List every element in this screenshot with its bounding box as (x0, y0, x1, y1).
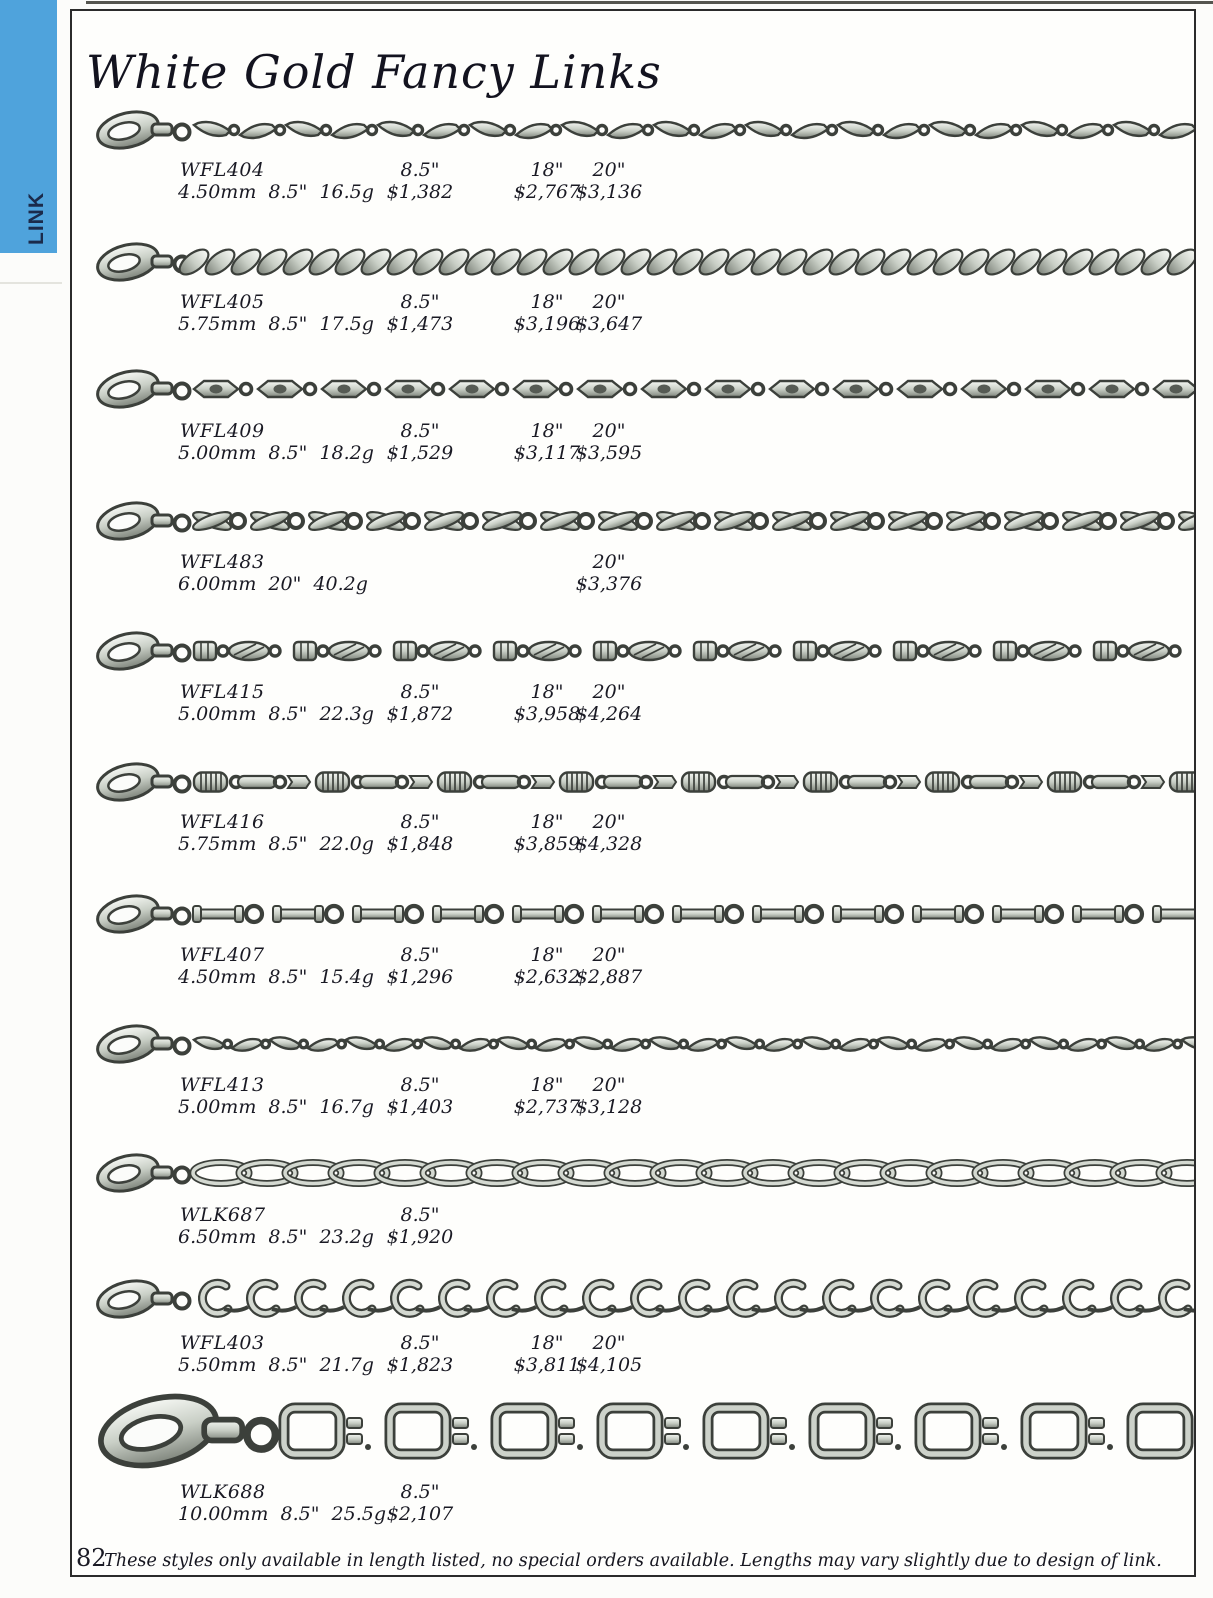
price-value-3: $3,595 (575, 442, 643, 464)
product-specs: 4.50mm 8.5" 15.4g (178, 966, 374, 988)
price-length-3: 20" (592, 681, 626, 703)
product-specs: 5.00mm 8.5" 18.2g (178, 442, 374, 464)
price-value-1: $1,920 (386, 1226, 454, 1248)
chain-photo (88, 623, 1194, 679)
price-value-1: $2,107 (386, 1503, 454, 1525)
footer-note: These styles only available in length listed, no special orders available. Lengths may vary slightly due to design of link. (104, 1551, 1162, 1571)
price-length-1: 8.5" (400, 944, 440, 966)
chain-photo (88, 1016, 1194, 1072)
price-length-1: 8.5" (400, 1074, 440, 1096)
product-row (88, 493, 1194, 595)
price-value-2: $3,117 (513, 442, 581, 464)
page-number: 82 (76, 1544, 107, 1572)
price-value-3: $4,105 (575, 1354, 643, 1376)
price-length-2: 18" (530, 159, 564, 181)
price-length-2: 18" (530, 1074, 564, 1096)
price-value-3: $3,376 (575, 573, 643, 595)
price-value-2: $3,196 (513, 313, 581, 335)
price-length-1: 8.5" (400, 1332, 440, 1354)
product-code: WFL404 (180, 159, 265, 181)
price-length-2: 18" (530, 420, 564, 442)
price-length-1: 8.5" (400, 420, 440, 442)
product-code: WFL413 (180, 1074, 265, 1096)
price-length-3: 20" (592, 944, 626, 966)
chain-photo (88, 886, 1194, 942)
price-length-2: 18" (530, 944, 564, 966)
product-code: WFL409 (180, 420, 265, 442)
product-row (88, 755, 1194, 855)
product-specs: 6.50mm 8.5" 23.2g (178, 1226, 374, 1248)
link-tab-label: LINK (25, 192, 48, 245)
chain-photo (88, 493, 1194, 549)
product-code: WFL483 (180, 551, 265, 573)
price-value-1: $1,473 (386, 313, 454, 335)
price-value-2: $2,767 (513, 181, 581, 203)
product-code: WFL415 (180, 681, 265, 703)
price-value-2: $2,737 (513, 1096, 581, 1118)
sidebar-underline (0, 282, 62, 284)
product-specs: 5.00mm 8.5" 16.7g (178, 1096, 374, 1118)
price-length-3: 20" (592, 159, 626, 181)
price-length-1: 8.5" (400, 1204, 440, 1226)
price-value-3: $3,136 (575, 181, 643, 203)
price-value-2: $3,958 (513, 703, 581, 725)
chain-photo (88, 1144, 1194, 1202)
product-specs: 5.75mm 8.5" 17.5g (178, 313, 374, 335)
price-length-2: 18" (530, 681, 564, 703)
price-value-1: $1,872 (386, 703, 454, 725)
product-row (88, 360, 1194, 464)
product-code: WLK687 (180, 1204, 266, 1226)
price-length-1: 8.5" (400, 811, 440, 833)
price-value-3: $3,647 (575, 313, 643, 335)
price-length-3: 20" (592, 551, 626, 573)
price-value-1: $1,823 (386, 1354, 454, 1376)
price-length-2: 18" (530, 1332, 564, 1354)
page-title: White Gold Fancy Links (86, 44, 662, 99)
product-row (88, 235, 1194, 335)
price-value-2: $3,811 (513, 1354, 581, 1376)
product-specs: 4.50mm 8.5" 16.5g (178, 181, 374, 203)
product-row (88, 1268, 1194, 1376)
product-row (88, 886, 1194, 988)
price-value-2: $2,632 (513, 966, 581, 988)
chain-photo (88, 103, 1194, 157)
price-length-2: 18" (530, 291, 564, 313)
price-value-1: $1,296 (386, 966, 454, 988)
page-edge-line (86, 1, 1213, 4)
price-value-1: $1,382 (386, 181, 454, 203)
product-specs: 5.00mm 8.5" 22.3g (178, 703, 374, 725)
product-specs: 5.50mm 8.5" 21.7g (178, 1354, 374, 1376)
product-code: WFL407 (180, 944, 265, 966)
price-length-1: 8.5" (400, 1481, 440, 1503)
chain-photo (88, 235, 1194, 289)
price-length-1: 8.5" (400, 291, 440, 313)
product-row (88, 1144, 1194, 1248)
product-specs: 6.00mm 20" 40.2g (178, 573, 368, 595)
price-value-3: $4,264 (575, 703, 643, 725)
price-value-1: $1,848 (386, 833, 454, 855)
price-value-2: $3,859 (513, 833, 581, 855)
price-length-3: 20" (592, 420, 626, 442)
chain-photo (88, 755, 1194, 809)
price-value-1: $1,403 (386, 1096, 454, 1118)
chain-photo (88, 1268, 1194, 1330)
product-code: WFL416 (180, 811, 265, 833)
product-code: WFL405 (180, 291, 265, 313)
price-value-3: $3,128 (575, 1096, 643, 1118)
price-length-3: 20" (592, 1074, 626, 1096)
price-length-3: 20" (592, 811, 626, 833)
price-length-3: 20" (592, 1332, 626, 1354)
product-specs: 10.00mm 8.5" 25.5g (178, 1503, 387, 1525)
price-length-2: 18" (530, 811, 564, 833)
product-specs: 5.75mm 8.5" 22.0g (178, 833, 374, 855)
chain-photo (88, 360, 1194, 418)
price-length-3: 20" (592, 291, 626, 313)
price-value-1: $1,529 (386, 442, 454, 464)
product-row (88, 623, 1194, 725)
product-row (88, 1383, 1194, 1525)
product-code: WFL403 (180, 1332, 265, 1354)
link-tab (0, 0, 57, 253)
product-code: WLK688 (180, 1481, 266, 1503)
product-row (88, 103, 1194, 203)
chain-photo (88, 1383, 1194, 1479)
price-length-1: 8.5" (400, 159, 440, 181)
price-value-3: $4,328 (575, 833, 643, 855)
price-value-3: $2,887 (575, 966, 643, 988)
price-length-1: 8.5" (400, 681, 440, 703)
product-row (88, 1016, 1194, 1118)
